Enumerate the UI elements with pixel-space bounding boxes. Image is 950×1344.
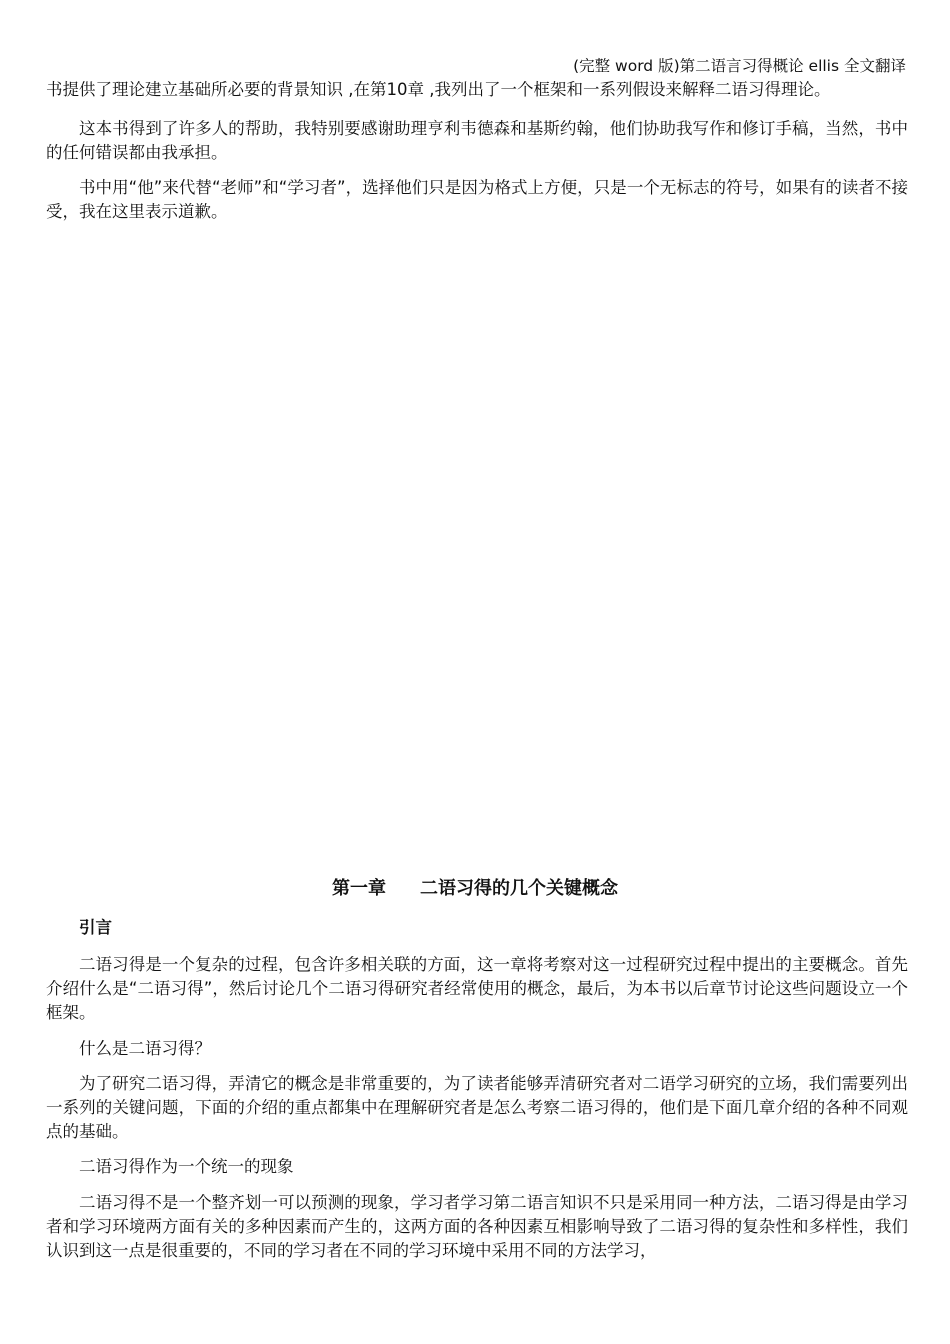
section-paragraph-what-is-sla: 为了研究二语习得，弄清它的概念是非常重要的，为了读者能够弄清研究者对二语学习研究的立场，我们需要列出一系列的关键问题，下面的介绍的重点都集中在理解研究者是怎么考察二语习得的，他们是下面几章介绍的各种不同观点的基础。 — [46, 1074, 908, 1141]
page-header-title: (完整 word 版)第二语言习得概论 ellis 全文翻译 — [573, 57, 906, 75]
intro-heading: 引言 — [79, 918, 112, 937]
chapter-number: 第一章 — [332, 878, 386, 899]
intro-paragraph: 二语习得是一个复杂的过程，包含许多相关联的方面，这一章将考察对这一过程研究过程中提出的主要概念。首先介绍什么是“二语习得”，然后讨论几个二语习得研究者经常使用的概念，最后，为本书以后章节讨论这些问题设立一个框架。 — [46, 955, 908, 1022]
chapter-title — [0, 876, 950, 902]
preface-paragraph-continued: 书提供了理论建立基础所必要的背景知识 ,在第10章 ,我列出了一个框架和一系列假设来解释二语习得理论。 — [46, 80, 831, 99]
section-heading-what-is-sla: 什么是二语习得？ — [79, 1039, 211, 1058]
preface-paragraph-pronoun-note: 书中用“他”来代替“老师”和“学习者”，选择他们只是因为格式上方便，只是一个无标志的符号，如果有的读者不接受，我在这里表示道歉。 — [46, 178, 908, 221]
chapter-name: 二语习得的几个关键概念 — [420, 878, 618, 899]
section-paragraph-uniform-phenomenon: 二语习得不是一个整齐划一可以预测的现象，学习者学习第二语言知识不只是采用同一种方法，二语习得是由学习者和学习环境两方面有关的多种因素而产生的，这两方面的各种因素互相影响导致了二语习得的复杂性和多样性，我们认识到这一点是很重要的，不同的学习者在不同的学习环境中采用不同的方法学习， — [46, 1193, 908, 1260]
preface-paragraph-acknowledgements: 这本书得到了许多人的帮助，我特别要感谢助理亨利韦德森和基斯约翰，他们协助我写作和修订手稿，当然，书中的任何错误都由我承担。 — [46, 119, 908, 162]
section-heading-uniform-phenomenon: 二语习得作为一个统一的现象 — [79, 1157, 294, 1176]
